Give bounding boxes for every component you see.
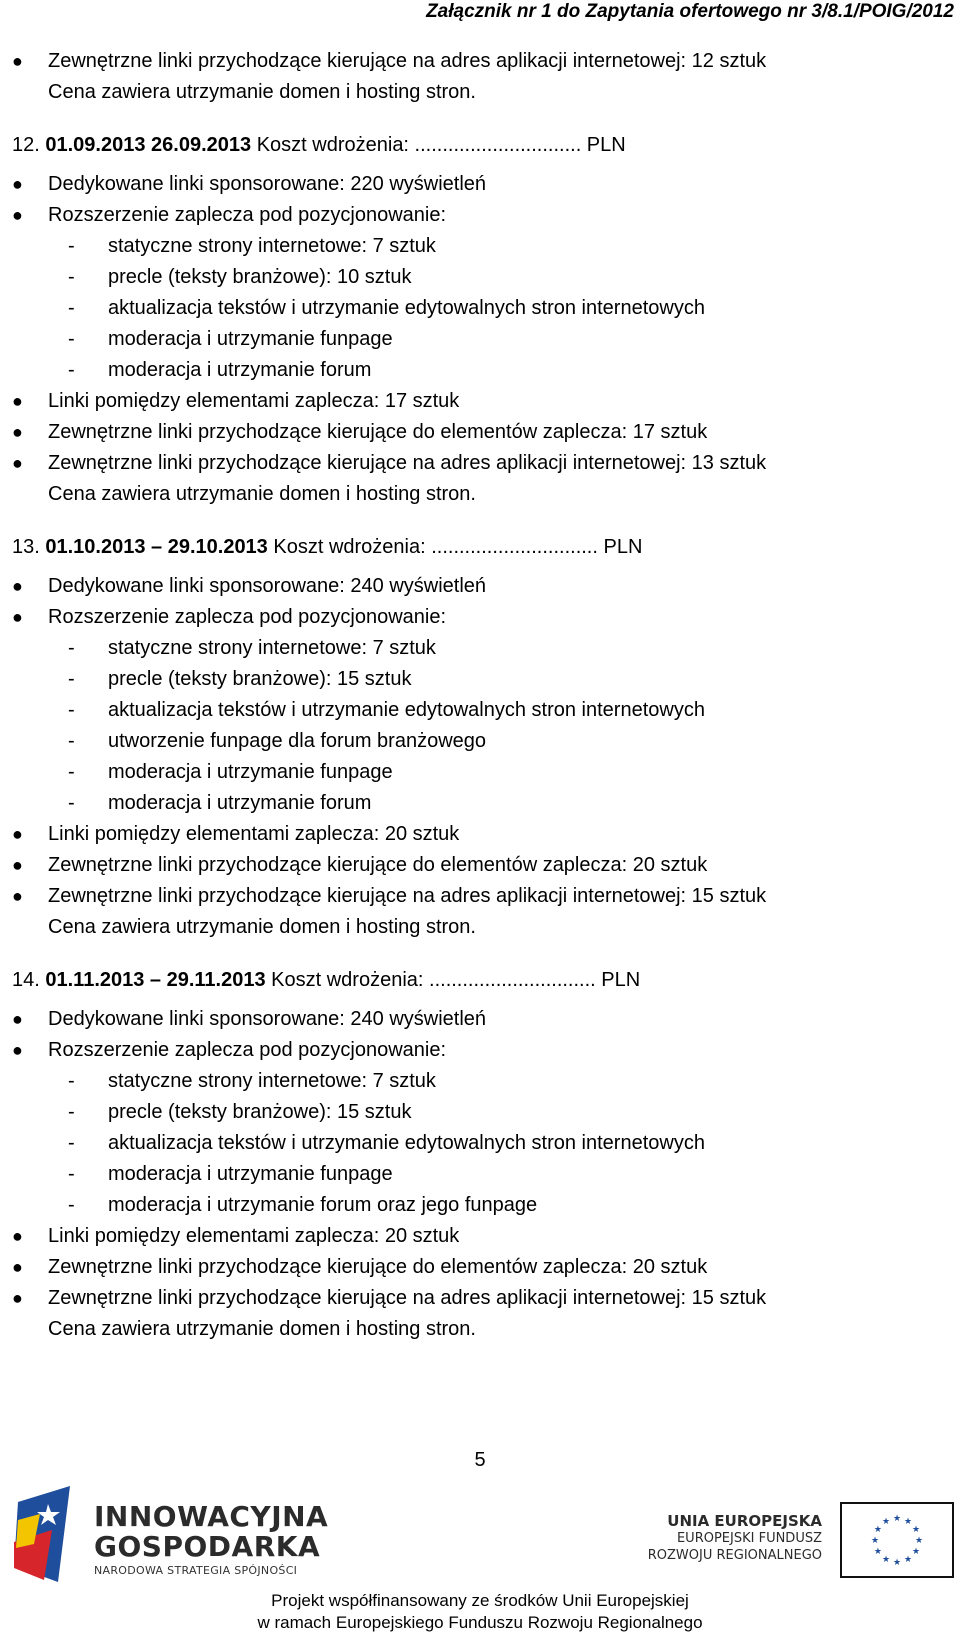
eu-star-icon: ★ [870, 1535, 880, 1545]
eu-star-icon: ★ [881, 1515, 891, 1526]
dash-marker: - [68, 1194, 75, 1216]
eu-logo-line-3: ROZWOJU REGIONALNEGO [647, 1548, 822, 1563]
sub-list-item-text: moderacja i utrzymanie funpage [108, 1163, 393, 1185]
sub-list-item-text: precle (teksty branżowe): 10 sztuk [108, 266, 412, 288]
logo-line-3: NARODOWA STRATEGIA SPÓJNOŚCI [94, 1564, 298, 1577]
bullet-icon: ● [12, 607, 23, 627]
sub-list-item-text: utworzenie funpage dla forum branżowego [108, 730, 487, 752]
sub-list-item-text: statyczne strony internetowe: 7 sztuk [108, 637, 436, 659]
dash-marker: - [68, 1101, 75, 1123]
list-item [0, 417, 960, 448]
bullet-icon: ● [12, 1040, 23, 1060]
sub-list-item-text: moderacja i utrzymanie forum [108, 792, 372, 814]
price-note: Cena zawiera utrzymanie domen i hosting stron. [48, 483, 476, 505]
eu-star-icon: ★ [873, 1524, 882, 1534]
list-item [0, 1252, 960, 1283]
footer [0, 1482, 960, 1638]
list-item-text: Zewnętrzne linki przychodzące kierujące na adres aplikacji internetowej: 12 sztuk [48, 50, 767, 72]
eu-logo-line-1: UNIA EUROPEJSKA [667, 1512, 822, 1530]
sub-list-item [0, 695, 960, 726]
list-item-text: Dedykowane linki sponsorowane: 220 wyświetleń [48, 173, 487, 195]
list-item [0, 1004, 960, 1035]
bullet-icon: ● [12, 576, 23, 596]
list-item-text: Linki pomiędzy elementami zaplecza: 20 sztuk [48, 1225, 460, 1247]
dash-marker: - [68, 235, 75, 257]
sub-list-item-text: moderacja i utrzymanie funpage [108, 328, 393, 350]
dash-marker: - [68, 792, 75, 814]
sub-list-item-text: precle (teksty branżowe): 15 sztuk [108, 1101, 412, 1123]
list-item [0, 169, 960, 200]
list-item-text: Dedykowane linki sponsorowane: 240 wyświetleń [48, 575, 487, 597]
list-item-text: Rozszerzenie zaplecza pod pozycjonowanie: [48, 606, 447, 628]
eu-star-icon: ★ [873, 1546, 882, 1556]
sub-list-item [0, 788, 960, 819]
bullet-icon: ● [12, 51, 23, 71]
eu-flag-icon [840, 1502, 954, 1578]
logo-line-2: GOSPODARKA [94, 1530, 321, 1563]
sub-list-item-text: moderacja i utrzymanie funpage [108, 761, 393, 783]
sub-list-item [0, 633, 960, 664]
sub-list-item-text: aktualizacja tekstów i utrzymanie edytowalnych stron internetowych [108, 297, 705, 319]
bullet-icon: ● [12, 205, 23, 225]
eu-star-icon: ★ [892, 1557, 902, 1567]
logo-line-1: INNOWACYJNA [94, 1500, 329, 1533]
bullet-icon: ● [12, 453, 23, 473]
sub-list-item [0, 262, 960, 293]
sub-list-item [0, 355, 960, 386]
sub-list-item-text: statyczne strony internetowe: 7 sztuk [108, 1070, 436, 1092]
price-note: Cena zawiera utrzymanie domen i hosting stron. [48, 916, 476, 938]
dash-marker: - [68, 1163, 75, 1185]
sub-list-item [0, 1097, 960, 1128]
list-item [0, 448, 960, 479]
list-item [0, 46, 960, 77]
list-item-text: Zewnętrzne linki przychodzące kierujące na adres aplikacji internetowej: 15 sztuk [48, 1287, 767, 1309]
sub-list-item-text: aktualizacja tekstów i utrzymanie edytowalnych stron internetowych [108, 1132, 705, 1154]
list-item-text: Linki pomiędzy elementami zaplecza: 20 sztuk [48, 823, 460, 845]
bullet-icon: ● [12, 1226, 23, 1246]
sub-list-item [0, 1066, 960, 1097]
period-heading: 13. 01.10.2013 – 29.10.2013 Koszt wdrożenia: .............................. PLN [12, 536, 643, 558]
dash-marker: - [68, 359, 75, 381]
list-item [0, 1283, 960, 1314]
list-item-text: Zewnętrzne linki przychodzące kierujące do elementów zaplecza: 20 sztuk [48, 854, 708, 876]
sub-list-item-text: aktualizacja tekstów i utrzymanie edytowalnych stron internetowych [108, 699, 705, 721]
dash-marker: - [68, 761, 75, 783]
sub-list-item [0, 293, 960, 324]
list-item-text: Rozszerzenie zaplecza pod pozycjonowanie: [48, 1039, 447, 1061]
bullet-icon: ● [12, 855, 23, 875]
dash-marker: - [68, 730, 75, 752]
list-item [0, 1221, 960, 1252]
bullet-icon: ● [12, 886, 23, 906]
list-item [0, 881, 960, 912]
sub-list-item [0, 664, 960, 695]
eu-star-icon: ★ [912, 1546, 921, 1556]
sub-list-item-text: moderacja i utrzymanie forum [108, 359, 372, 381]
period-heading: 12. 01.09.2013 26.09.2013 Koszt wdrożenia: .............................. PLN [12, 134, 626, 156]
list-item-text: Linki pomiędzy elementami zaplecza: 17 sztuk [48, 390, 460, 412]
eu-logo-line-2: EUROPEJSKI FUNDUSZ [676, 1531, 822, 1546]
sub-list-item [0, 1128, 960, 1159]
document-body [0, 46, 960, 1345]
list-item [0, 571, 960, 602]
price-note: Cena zawiera utrzymanie domen i hosting stron. [48, 81, 476, 103]
list-item-text: Zewnętrzne linki przychodzące kierujące na adres aplikacji internetowej: 13 sztuk [48, 452, 767, 474]
dash-marker: - [68, 668, 75, 690]
sub-list-item [0, 1159, 960, 1190]
list-item [0, 602, 960, 633]
dash-marker: - [68, 266, 75, 288]
bullet-icon: ● [12, 1009, 23, 1029]
sub-list-item-text: moderacja i utrzymanie forum oraz jego funpage [108, 1194, 538, 1216]
list-item [0, 200, 960, 231]
bullet-icon: ● [12, 391, 23, 411]
eu-star-icon: ★ [903, 1554, 913, 1565]
document-header: Załącznik nr 1 do Zapytania ofertowego nr 3/8.1/POIG/2012 [426, 1, 954, 22]
sub-list-item [0, 1190, 960, 1221]
flag-logo-icon [10, 1484, 90, 1584]
cofinancing-note: Projekt współfinansowany ze środków Unii Europejskiej w ramach Europejskiego Funduszu Rozwoju Regionalnego [257, 1591, 703, 1632]
bullet-icon: ● [12, 422, 23, 442]
bullet-icon: ● [12, 1257, 23, 1277]
dash-marker: - [68, 637, 75, 659]
eu-star-icon: ★ [912, 1524, 921, 1534]
period-heading: 14. 01.11.2013 – 29.11.2013 Koszt wdrożenia: .............................. PLN [12, 969, 641, 991]
list-item-text: Zewnętrzne linki przychodzące kierujące na adres aplikacji internetowej: 15 sztuk [48, 885, 767, 907]
dash-marker: - [68, 699, 75, 721]
eu-star-icon: ★ [892, 1513, 902, 1523]
list-item [0, 850, 960, 881]
list-item-text: Dedykowane linki sponsorowane: 240 wyświetleń [48, 1008, 487, 1030]
bullet-icon: ● [12, 1288, 23, 1308]
list-item [0, 819, 960, 850]
innowacyjna-gospodarka-logo [10, 1484, 329, 1584]
sub-list-item-text: statyczne strony internetowe: 7 sztuk [108, 235, 436, 257]
dash-marker: - [68, 328, 75, 350]
sub-list-item [0, 324, 960, 355]
list-item [0, 1035, 960, 1066]
bullet-icon: ● [12, 824, 23, 844]
list-item-text: Rozszerzenie zaplecza pod pozycjonowanie: [48, 204, 447, 226]
dash-marker: - [68, 1070, 75, 1092]
list-item-text: Zewnętrzne linki przychodzące kierujące do elementów zaplecza: 20 sztuk [48, 1256, 708, 1278]
bullet-icon: ● [12, 174, 23, 194]
list-item [0, 386, 960, 417]
eu-star-icon: ★ [881, 1554, 891, 1565]
page-number: 5 [474, 1449, 486, 1471]
sub-list-item [0, 726, 960, 757]
sub-list-item [0, 231, 960, 262]
sub-list-item-text: precle (teksty branżowe): 15 sztuk [108, 668, 412, 690]
eu-logo [644, 1492, 954, 1582]
dash-marker: - [68, 1132, 75, 1154]
price-note: Cena zawiera utrzymanie domen i hosting stron. [48, 1318, 476, 1340]
eu-star-icon: ★ [903, 1515, 913, 1526]
sub-list-item [0, 757, 960, 788]
dash-marker: - [68, 297, 75, 319]
list-item-text: Zewnętrzne linki przychodzące kierujące do elementów zaplecza: 17 sztuk [48, 421, 708, 443]
eu-star-icon: ★ [914, 1535, 924, 1545]
